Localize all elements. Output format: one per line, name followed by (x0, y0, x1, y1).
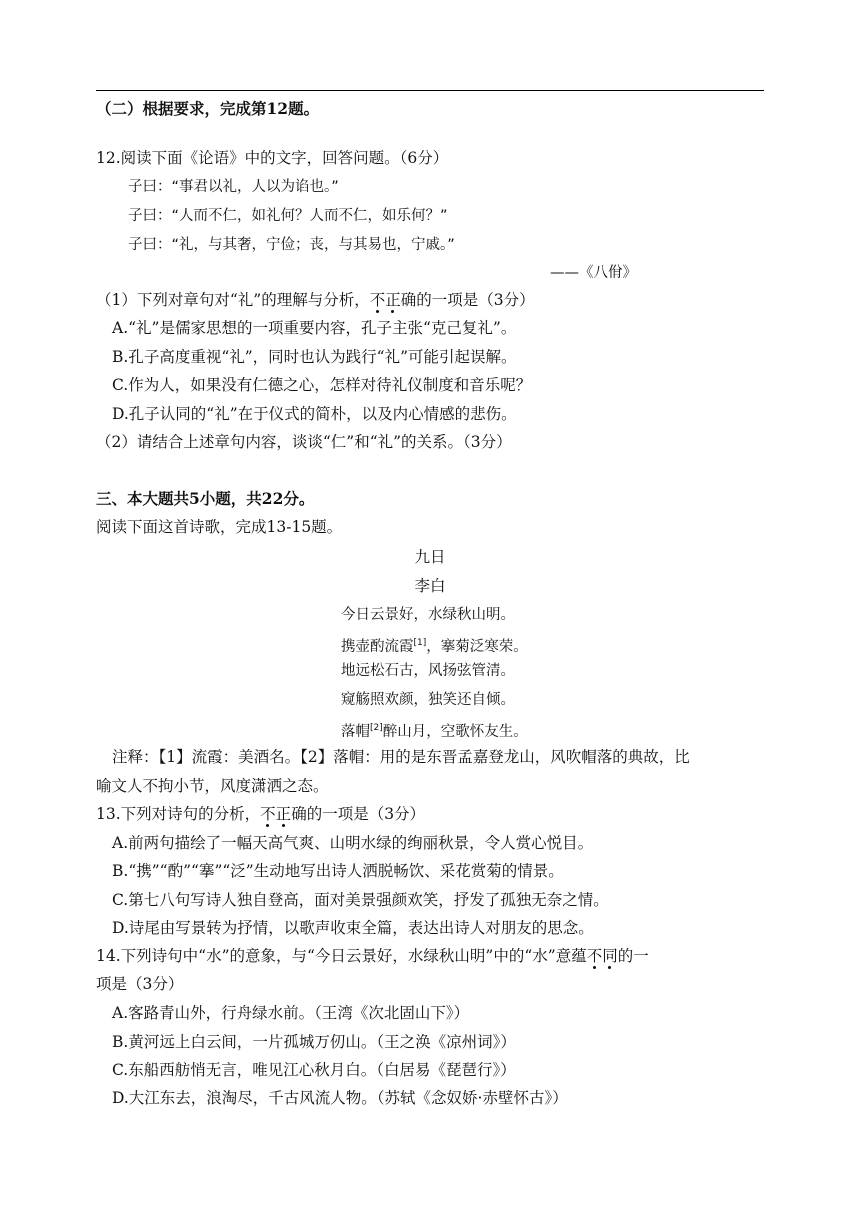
emphasis-dot-char: 正 (275, 805, 292, 823)
emphasis-dot-char: 不 (260, 805, 276, 823)
poem-title: 九日 (414, 548, 446, 566)
q13-option-d: D.诗尾由写景转为抒情，以歌声收束全篇，表达出诗人对朋友的思念。 (112, 919, 594, 937)
poem-line-3: 地远松石古，风扬弦管清。 (341, 663, 515, 679)
emphasis-dot-char: 同 (602, 947, 618, 965)
section-2-title: （二）根据要求，完成第12题。 (96, 99, 320, 118)
q12-option-b: B.孔子高度重视“礼”，同时也认为践行“礼”可能引起误解。 (112, 348, 517, 366)
emphasis-dot-char: 正 (385, 291, 401, 309)
q12-stem: 12.阅读下面《论语》中的文字，回答问题。（6分） (96, 149, 449, 167)
q13-stem: 13.下列对诗句的分析，不正确的一项是（3分） (96, 805, 426, 823)
q12-quote-3: 子曰：“礼，与其奢，宁俭；丧，与其易也，宁戚。” (128, 237, 455, 253)
q14-option-b: B.黄河远上白云间，一片孤城万仞山。（王之涣《凉州词》） (112, 1033, 516, 1051)
poem-line-4: 窥觞照欢颜，独笑还自倾。 (341, 692, 515, 708)
poem-line-1: 今日云景好，水绿秋山明。 (341, 607, 515, 623)
notes-line-1: 注释：【1】流霞：美酒名。【2】落帽：用的是东晋孟嘉登龙山，风吹帽落的典故，比 (112, 748, 690, 766)
emphasis-dot-char: 不 (369, 291, 386, 309)
q13-option-a: A.前两句描绘了一幅天高气爽、山明水绿的绚丽秋景，令人赏心悦目。 (112, 834, 594, 852)
section-3-intro: 阅读下面这首诗歌，完成13-15题。 (96, 518, 343, 536)
q12-quote-1: 子曰：“事君以礼，人以为谄也。” (128, 179, 339, 195)
poem-author: 李白 (414, 577, 446, 595)
q12-sub1-stem: （1）下列对章句对“礼”的理解与分析，不正确的一项是（3分） (96, 291, 535, 309)
q12-sub2: （2）请结合上述章句内容，谈谈“仁”和“礼”的关系。（3分） (96, 433, 512, 451)
q14-option-d: D.大江东去，浪淘尽，千古风流人物。（苏轼《念奴娇·赤壁怀古》） (112, 1089, 568, 1107)
section-3-title: 三、本大题共5小题，共22分。 (96, 489, 315, 508)
q14-option-a: A.客路青山外，行舟绿水前。（王湾《次北固山下》） (112, 1004, 470, 1022)
q13-option-b: B.“携”“酌”“搴”“泛”生动地写出诗人洒脱畅饮、采花赏菊的情景。 (112, 862, 564, 880)
emphasis-dot-char: 不 (586, 947, 603, 965)
top-rule (96, 90, 764, 91)
q12-option-a: A.“礼”是儒家思想的一项重要内容，孔子主张“克己复礼”。 (112, 319, 517, 337)
q13-option-c: C.第七八句写诗人独自登高，面对美景强颜欢笑，抒发了孤独无奈之情。 (112, 891, 609, 909)
q14-stem-line-2: 项是（3分） (96, 975, 184, 993)
footnote-mark: [2] (370, 723, 383, 733)
footnote-mark: [1] (413, 638, 427, 648)
poem-line-2: 携壶酌流霞[1]，搴菊泛寒荣。 (341, 638, 528, 655)
poem-line-5: 落帽[2]醉山月，空歌怀友生。 (341, 723, 528, 740)
q12-source: ——《八佾》 (550, 265, 637, 281)
q14-option-c: C.东船西舫悄无言，唯见江心秋月白。（白居易《琵琶行》） (112, 1061, 516, 1079)
q12-quote-2: 子曰：“人而不仁，如礼何？人而不仁，如乐何？” (128, 208, 448, 224)
q14-stem: 14.下列诗句中“水”的意象，与“今日云景好，水绿秋山明”中的“水”意蕴不同的一 (96, 947, 649, 965)
notes-line-2: 喻文人不拘小节，风度潇洒之态。 (96, 777, 329, 795)
q12-option-c: C.作为人，如果没有仁德之心，怎样对待礼仪制度和音乐呢？ (112, 376, 532, 394)
q12-option-d: D.孔子认同的“礼”在于仪式的简朴，以及内心情感的悲伤。 (112, 405, 517, 423)
